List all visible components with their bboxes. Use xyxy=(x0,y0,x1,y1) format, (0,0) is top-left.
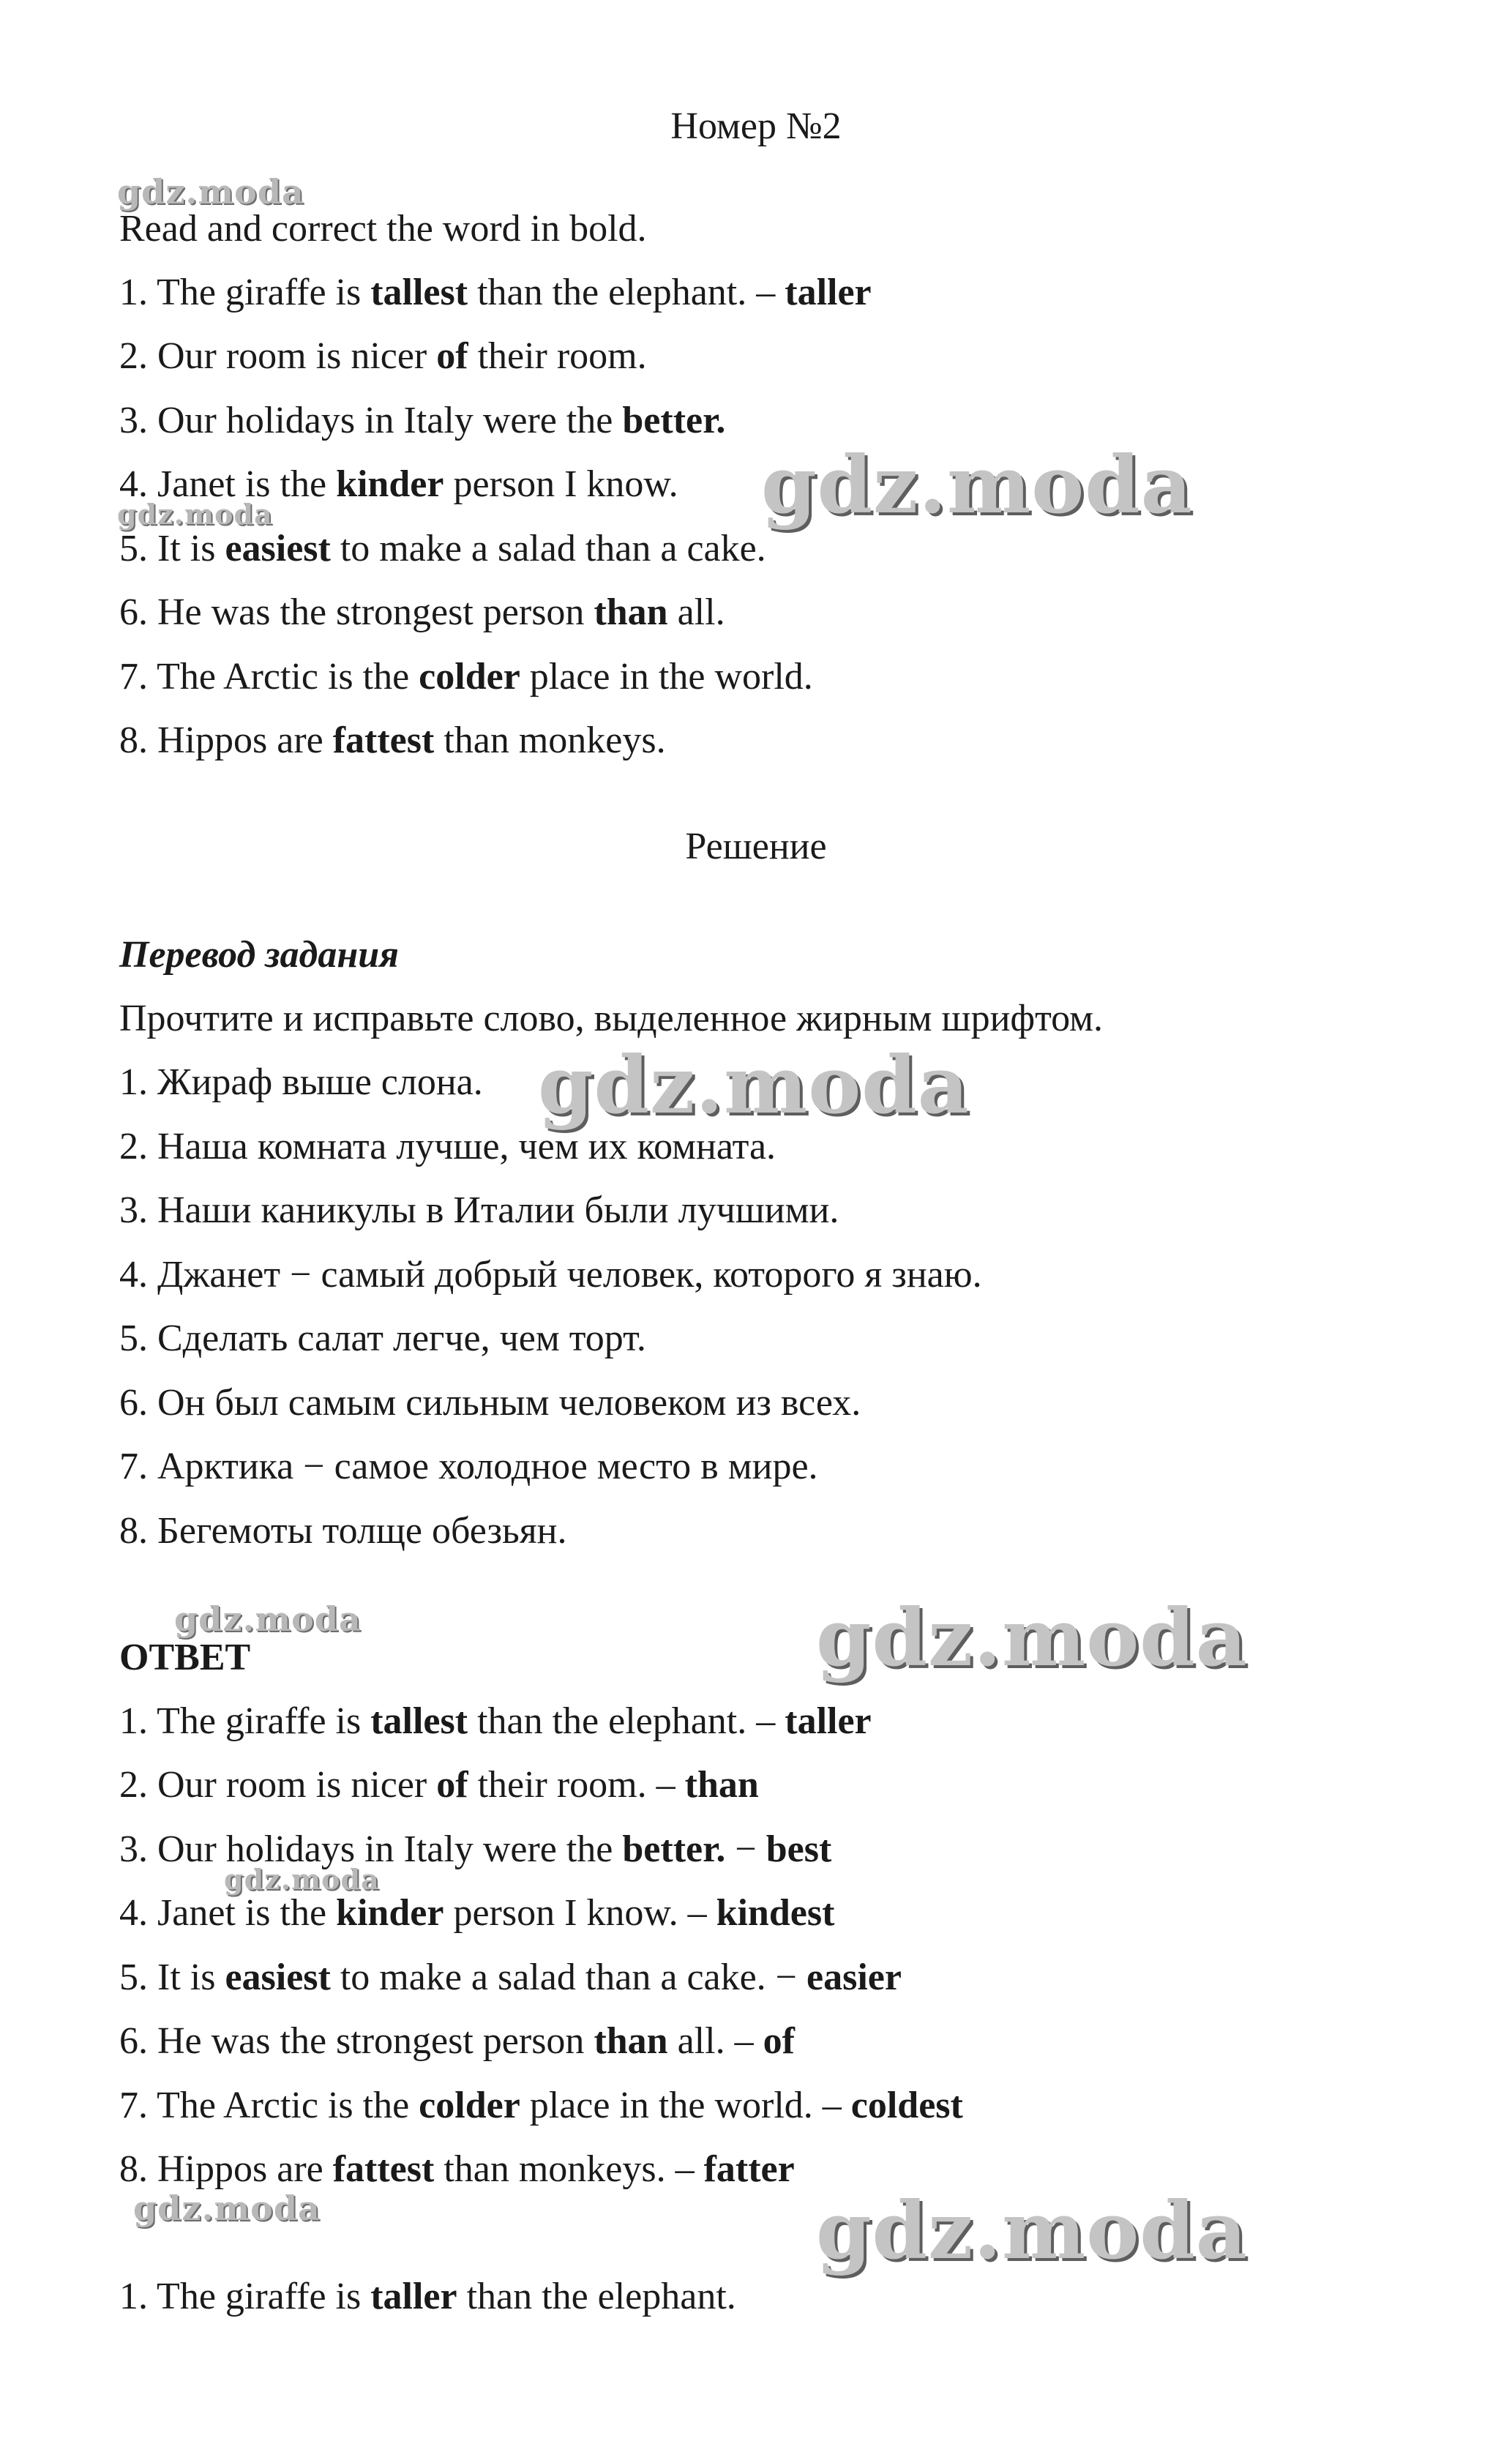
answer-heading: ОТВЕТ xyxy=(119,1637,251,1678)
task-line xyxy=(119,334,647,378)
item-text: their room. – xyxy=(477,1764,675,1806)
bold-word: colder xyxy=(419,656,520,698)
translation-line: 1. Жираф выше слона. xyxy=(119,1061,483,1103)
item-text: He was the strongest person xyxy=(157,2020,585,2062)
item-text: Our holidays in Italy were the xyxy=(157,400,613,441)
watermark: gdz.moda xyxy=(761,439,1193,531)
item-text: Our holidays in Italy were the xyxy=(157,1828,613,1870)
bold-word: colder xyxy=(419,2085,520,2126)
item-text: Janet is the xyxy=(157,463,327,505)
final-answer-line xyxy=(119,2275,736,2319)
watermark: gdz.moda xyxy=(224,1863,380,1896)
translation-line: 3. Наши каникулы в Италии были лучшими. xyxy=(119,1189,839,1231)
page-title: Номер №2 xyxy=(670,105,842,147)
item-number: 2. xyxy=(119,335,148,377)
bold-word: easiest xyxy=(225,528,331,569)
solution-heading: Решение xyxy=(685,826,827,867)
bold-word: than xyxy=(594,2020,668,2062)
item-text: It is xyxy=(157,528,216,569)
corrected-word: taller xyxy=(785,1700,872,1742)
watermark: gdz.moda xyxy=(117,172,304,212)
task-instruction: Read and correct the word in bold. xyxy=(119,208,647,250)
task-line xyxy=(119,399,725,443)
answer-line xyxy=(119,2148,795,2191)
bold-word: fattest xyxy=(332,720,435,761)
task-line xyxy=(119,655,813,699)
corrected-word: easier xyxy=(806,1956,902,1998)
translation-line: 8. Бегемоты толще обезьян. xyxy=(119,1510,567,1552)
final-post: than the elephant. xyxy=(466,2276,736,2317)
bold-word: tallest xyxy=(370,272,468,313)
bold-word: better. xyxy=(622,1828,726,1870)
item-number: 5. xyxy=(119,528,148,569)
item-text: It is xyxy=(157,1956,216,1998)
item-text: person I know. xyxy=(453,463,678,505)
bold-word: better. xyxy=(622,400,726,441)
bold-word: fattest xyxy=(332,2148,435,2190)
watermark: gdz.moda xyxy=(816,1592,1248,1684)
corrected-word: than xyxy=(684,1764,759,1806)
item-text: to make a salad than a cake. − xyxy=(340,1956,798,1998)
answer-line xyxy=(119,2019,795,2063)
item-text: place in the world. xyxy=(529,656,813,698)
item-number: 4. xyxy=(119,463,148,505)
item-text: than the elephant. – xyxy=(477,272,776,313)
item-number: 3. xyxy=(119,1828,148,1870)
bold-word: of xyxy=(436,335,468,377)
item-text: than the elephant. – xyxy=(477,1700,776,1742)
answer-line xyxy=(119,2084,963,2128)
item-text: Janet is the xyxy=(157,1892,327,1934)
bold-word: easiest xyxy=(225,1956,331,1998)
translation-line: 6. Он был самым сильным человеком из всех. xyxy=(119,1382,861,1424)
item-number: 8. xyxy=(119,2148,148,2190)
corrected-word: taller xyxy=(785,272,872,313)
item-number: 6. xyxy=(119,2020,148,2062)
corrected-word: of xyxy=(763,2020,795,2062)
watermark: gdz.moda xyxy=(174,1599,362,1639)
item-text: their room. xyxy=(477,335,647,377)
item-text: than monkeys. xyxy=(444,720,666,761)
answer-line xyxy=(119,1891,834,1935)
corrected-word: kindest xyxy=(716,1892,835,1934)
answer-line xyxy=(119,1700,872,1743)
bold-word: than xyxy=(594,591,668,633)
answer-line xyxy=(119,1956,902,2000)
translation-intro: Прочтите и исправьте слово, выделенное жирным шрифтом. xyxy=(119,998,1104,1039)
item-text: Our room is nicer xyxy=(157,335,427,377)
item-text: all. – xyxy=(677,2020,754,2062)
item-number: 7. xyxy=(119,656,148,698)
item-text: The giraffe is xyxy=(157,272,362,313)
item-text: The Arctic is the xyxy=(157,2085,410,2126)
item-text: than monkeys. – xyxy=(444,2148,695,2190)
task-line xyxy=(119,719,666,763)
translation-line: 7. Арктика − самое холодное место в мире. xyxy=(119,1446,818,1487)
watermark: gdz.moda xyxy=(133,2189,321,2228)
watermark: gdz.moda xyxy=(816,2185,1248,2277)
item-number: 5. xyxy=(119,1956,148,1998)
item-number: 7. xyxy=(119,2085,148,2126)
item-number: 1. xyxy=(119,272,148,313)
item-text: Hippos are xyxy=(157,2148,323,2190)
item-text: The giraffe is xyxy=(157,1700,362,1742)
item-text: all. xyxy=(677,591,725,633)
translation-heading: Перевод задания xyxy=(119,934,399,976)
corrected-word: best xyxy=(766,1828,832,1870)
item-number: 1. xyxy=(119,1700,148,1742)
bold-word: kinder xyxy=(336,1892,444,1934)
item-text: The Arctic is the xyxy=(157,656,410,698)
watermark: gdz.moda xyxy=(117,498,273,531)
watermark: gdz.moda xyxy=(538,1039,970,1132)
item-text: to make a salad than a cake. xyxy=(340,528,766,569)
final-pre: 1. The giraffe is xyxy=(119,2276,362,2317)
answer-line xyxy=(119,1763,759,1807)
task-line xyxy=(119,527,766,571)
item-number: 3. xyxy=(119,400,148,441)
bold-word: of xyxy=(436,1764,468,1806)
item-number: 2. xyxy=(119,1764,148,1806)
bold-word: kinder xyxy=(336,463,444,505)
item-number: 8. xyxy=(119,720,148,761)
task-line xyxy=(119,271,872,315)
bold-word: tallest xyxy=(370,1700,468,1742)
corrected-word: coldest xyxy=(850,2085,963,2126)
item-text: − xyxy=(735,1828,757,1870)
translation-line: 4. Джанет − самый добрый человек, которого я знаю. xyxy=(119,1254,982,1296)
item-text: He was the strongest person xyxy=(157,591,585,633)
item-text: person I know. – xyxy=(453,1892,707,1934)
item-number: 4. xyxy=(119,1892,148,1934)
translation-line: 2. Наша комната лучше, чем их комната. xyxy=(119,1126,776,1167)
corrected-word: fatter xyxy=(703,2148,795,2190)
final-bold: taller xyxy=(370,2276,457,2317)
task-line xyxy=(119,591,725,635)
item-number: 6. xyxy=(119,591,148,633)
translation-line: 5. Сделать салат легче, чем торт. xyxy=(119,1318,646,1359)
item-text: Hippos are xyxy=(157,720,323,761)
item-text: place in the world. – xyxy=(529,2085,842,2126)
item-text: Our room is nicer xyxy=(157,1764,427,1806)
